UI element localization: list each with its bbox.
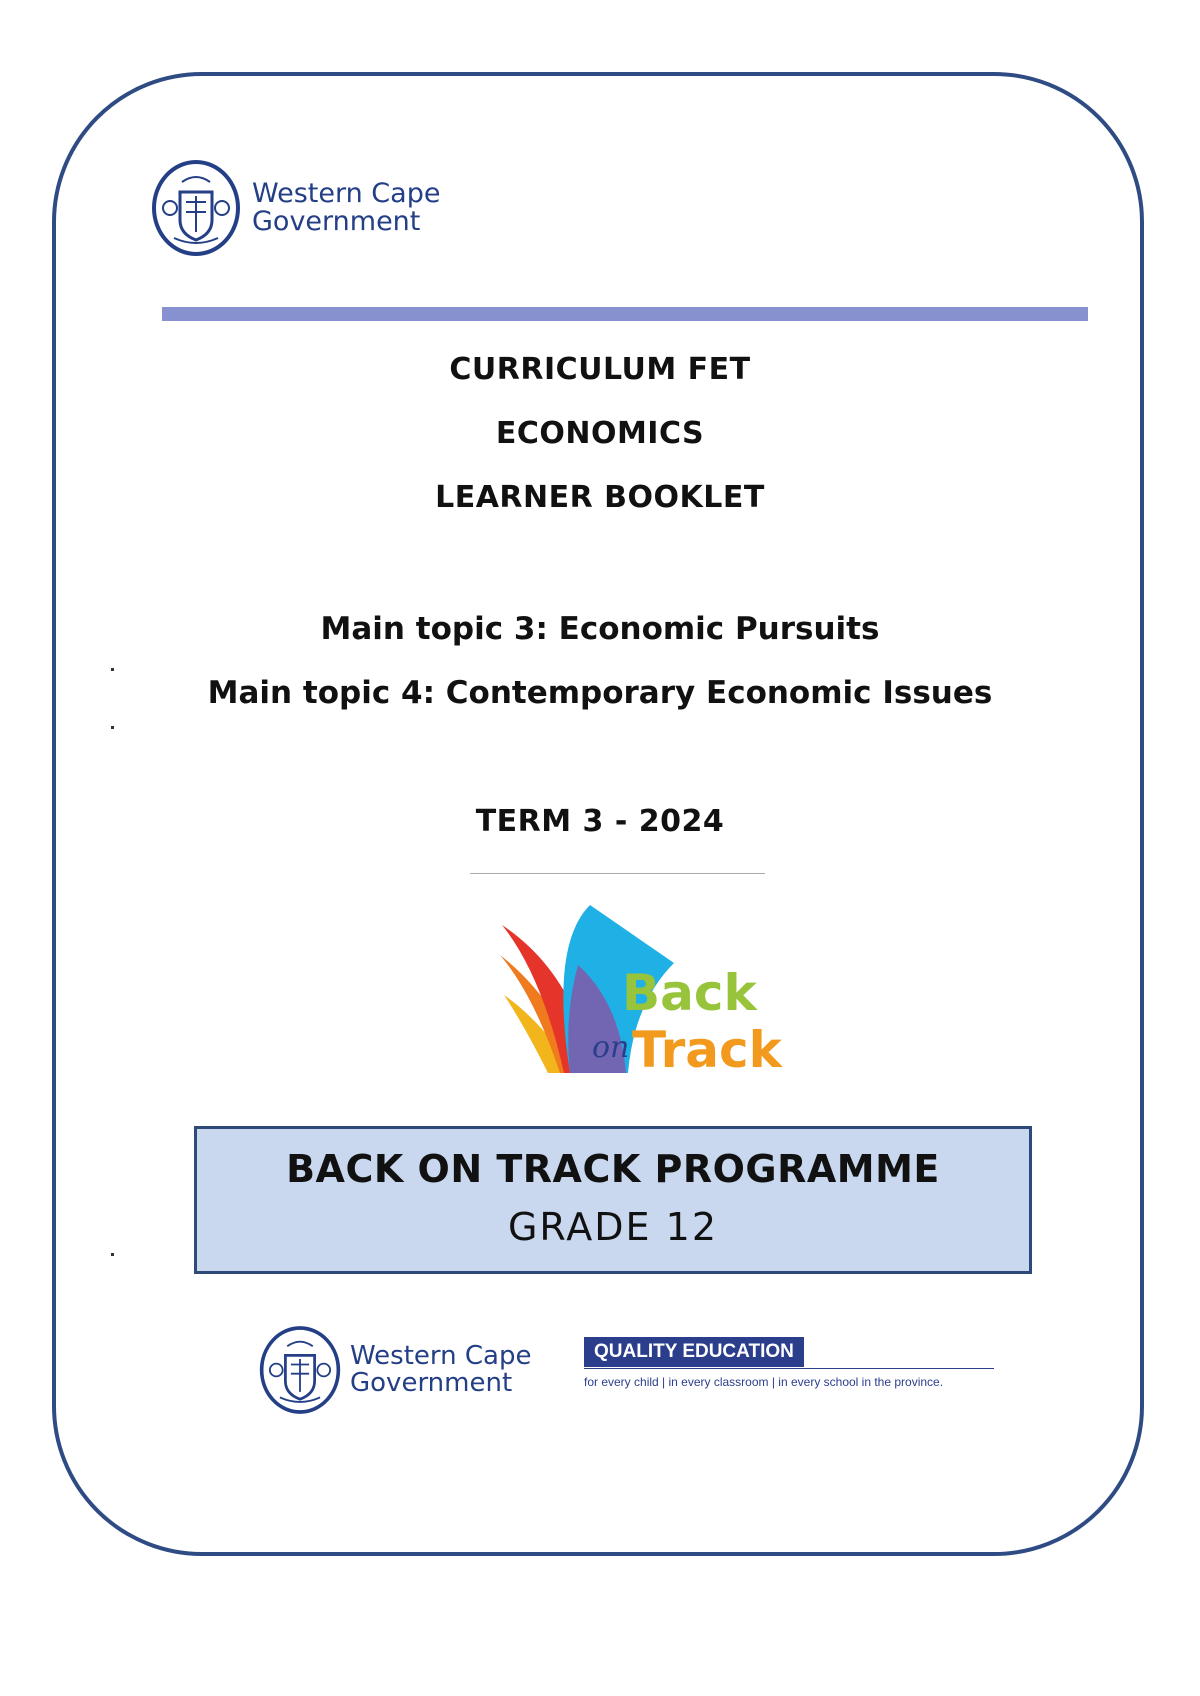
- coat-of-arms-icon: [258, 1324, 342, 1416]
- margin-dot: [111, 726, 114, 729]
- margin-dot: [111, 1253, 114, 1256]
- footer-logo-line-1: Western Cape: [350, 1340, 532, 1371]
- subject-title: ECONOMICS: [495, 416, 705, 451]
- wcg-logo-footer: [258, 1324, 531, 1416]
- programme-box: [194, 1126, 1032, 1274]
- accent-bar: [162, 307, 1088, 321]
- wcg-logo-header: [150, 158, 440, 258]
- back-on-track-logo: [480, 895, 782, 1080]
- logo-word-on: on: [592, 1030, 630, 1065]
- logo-line-1: Western Cape: [252, 177, 441, 209]
- logo-word-track: Track: [632, 1021, 782, 1079]
- programme-title: BACK ON TRACK PROGRAMME: [286, 1147, 940, 1191]
- main-topic-4: Main topic 4: Contemporary Economic Issues: [207, 675, 993, 711]
- logo-word-back: Back: [622, 964, 757, 1022]
- margin-dot: [111, 668, 114, 671]
- main-topic-3: Main topic 3: Economic Pursuits: [320, 611, 880, 647]
- quality-education-logo: [584, 1337, 994, 1389]
- curriculum-title: CURRICULUM FET: [449, 352, 751, 387]
- booklet-title: LEARNER BOOKLET: [435, 480, 765, 515]
- term-label: TERM 3 - 2024: [475, 804, 725, 839]
- footer-logo-line-2: Government: [350, 1368, 513, 1398]
- logo-line-2: Government: [252, 206, 421, 237]
- grade-label: GRADE 12: [507, 1205, 718, 1249]
- quality-education-rule: [584, 1368, 994, 1369]
- coat-of-arms-icon: [150, 158, 242, 258]
- quality-education-badge: QUALITY EDUCATION: [584, 1337, 804, 1367]
- divider: [470, 873, 765, 874]
- quality-education-tagline: for every child | in every classroom | in every school in the province.: [584, 1375, 944, 1389]
